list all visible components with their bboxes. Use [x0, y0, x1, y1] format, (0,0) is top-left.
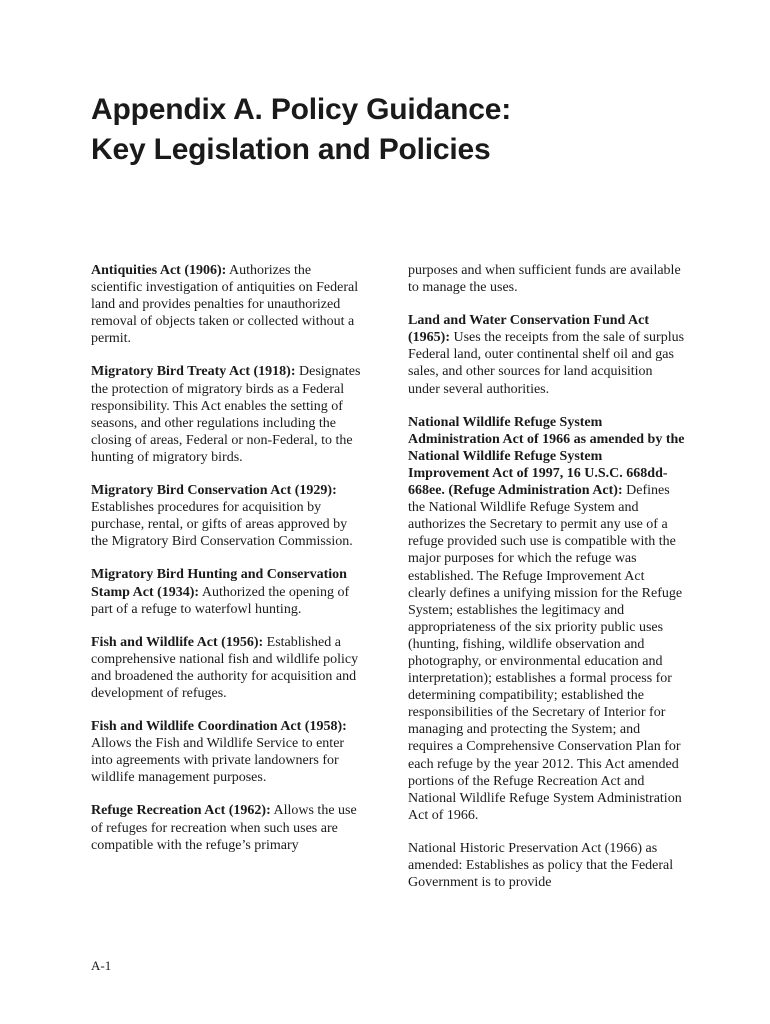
entry-body: Establishes procedures for acquisition by purchase, rental, or gifts of areas approved by the Migratory Bird Conservation Commission. — [91, 500, 353, 550]
page-title — [91, 90, 511, 170]
entry-national-historic-preservation-act — [408, 840, 686, 891]
entry-heading: Migratory Bird Treaty Act (1918): — [91, 364, 296, 380]
entry-heading: National Wildlife Refuge System Administration Act of 1966 as amended by the National Wildlife Refuge System Improvement Act of 1997, 16 U.S.C. 668dd-668ee. (Refuge Administration Act): — [408, 414, 685, 499]
entry-migratory-bird-conservation-act — [91, 482, 363, 550]
entry-land-and-water-conservation-fund-act — [408, 312, 686, 397]
entry-antiquities-act — [91, 262, 363, 347]
entry-refuge-administration-act — [408, 414, 686, 824]
entry-duck-stamp-act — [91, 566, 363, 617]
entry-body: Established a comprehensive national fish and wildlife policy and broadened the authority for acquisition and development of refuges. — [91, 634, 359, 701]
right-column — [408, 262, 686, 907]
entry-body: Allows the Fish and Wildlife Service to enter into agreements with private landowners for wildlife management purposes. — [91, 736, 345, 786]
entry-refuge-recreation-act-continued — [408, 262, 686, 296]
entry-body: National Historic Preservation Act (1966) as amended: Establishes as policy that the Federal Government is to provide — [408, 840, 674, 891]
entry-refuge-recreation-act — [91, 802, 363, 853]
left-column — [91, 262, 363, 870]
entry-heading: Antiquities Act (1906): — [91, 263, 227, 278]
entry-body: Authorized the opening of part of a refuge to waterfowl hunting. — [91, 584, 350, 617]
entry-fish-and-wildlife-coordination-act — [91, 718, 363, 786]
entry-heading: Refuge Recreation Act (1962): — [91, 803, 271, 819]
entry-body: Designates the protection of migratory birds as a Federal responsibility. This Act enables the setting of seasons, and other regulations including the closing of areas, Federal or non-Federal, to the hunting of migratory birds. — [91, 364, 361, 465]
entry-body: Authorizes the scientific investigation of antiquities on Federal land and provides penalties for unauthorized removal of objects taken or collected without a permit. — [91, 263, 359, 347]
entry-heading: Fish and Wildlife Coordination Act (1958): — [91, 719, 347, 735]
entry-body: Allows the use of refuges for recreation when such uses are compatible with the refuge’s primary — [91, 803, 357, 853]
page-title-line-2: Key Legislation and Policies — [91, 133, 491, 166]
entry-body: Defines the National Wildlife Refuge System and authorizes the Secretary to permit any use of a refuge provided such use is compatible with the major purposes for which the refuge was established. The Refuge Improvement Act clearly defines a unifying mission for the Refuge System; establishes the legitimacy and appropriateness of the six priority public uses (hunting, fishing, wildlife observation and photography, or environmental education and interpretation); establishes a formal process for determining compatibility; established the responsibilities of the Secretary of Interior for managing and protecting the System; and requires a Comprehensive Conservation Plan for each refuge by the year 2012. This Act amended portions of the Refuge Recreation Act and National Wildlife Refuge System Administration Act of 1966. — [408, 483, 683, 823]
entry-migratory-bird-treaty-act — [91, 363, 363, 466]
page-number: A-1 — [91, 958, 112, 973]
entry-body: purposes and when sufficient funds are available to manage the uses. — [408, 263, 681, 296]
entry-body: Uses the receipts from the sale of surplus Federal land, outer continental shelf oil and gas sales, and other sources for land acquisition under several authorities. — [408, 330, 685, 397]
entry-heading: Land and Water Conservation Fund Act (1965): — [408, 313, 650, 346]
entry-heading: Migratory Bird Hunting and Conservation Stamp Act (1934): — [91, 567, 347, 600]
page-title-line-1: Appendix A. Policy Guidance: — [91, 93, 512, 126]
entry-heading: Migratory Bird Conservation Act (1929): — [91, 483, 337, 499]
entry-heading: Fish and Wildlife Act (1956): — [91, 634, 264, 650]
entry-fish-and-wildlife-act — [91, 634, 363, 702]
